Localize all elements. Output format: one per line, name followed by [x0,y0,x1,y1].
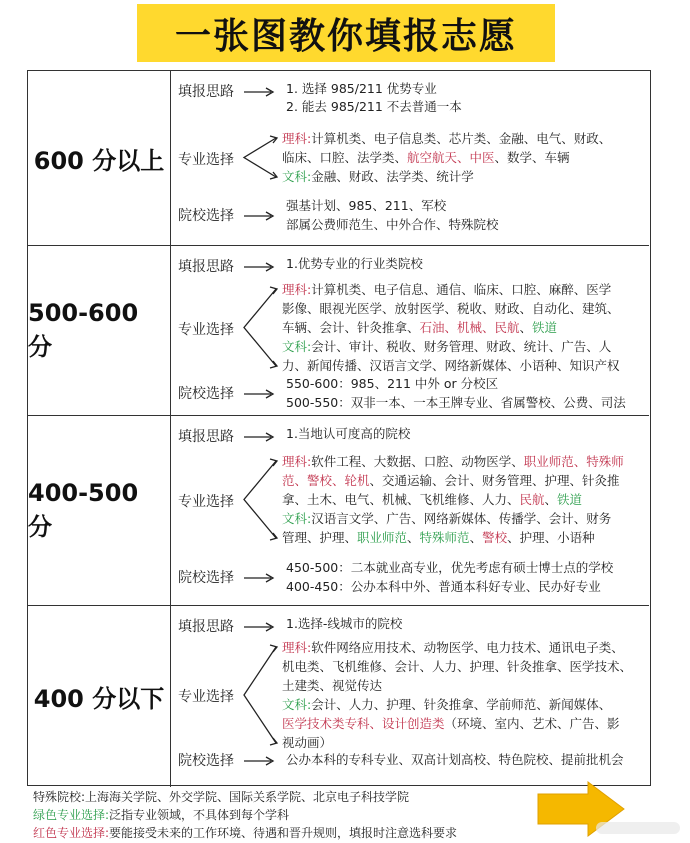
right-arrow-icon [243,756,275,766]
strategy-item: 1. 选择 985/211 优势专业 [286,81,437,96]
major-block [282,452,642,547]
science-segment: 土建类、视觉传达 [282,678,383,693]
arts-segment: 会计、审计、税收、财务管理、财政、统计、广告、人 [311,339,612,354]
score-range: 400 分以下 [28,606,171,787]
major-label: 专业选择 [178,321,234,338]
science-segment: 计算机类、电子信息、通信、临床、口腔、麻醉、医学 [311,282,612,297]
strategy-label: 填报思路 [178,619,234,635]
arts-segment: 金融、财政、法学类、统计学 [311,169,474,184]
major-block [282,280,642,375]
science-line [282,318,642,337]
arts-line [282,167,642,186]
footer-red [33,824,457,841]
science-line [282,148,642,167]
school-item: 500-550：双非一本、一本王牌专业、省属警校、公费、司法 [286,395,626,410]
footer-green [33,806,289,823]
science-line [282,490,642,509]
fork-arrow-icon [240,129,280,186]
tier-row [28,416,649,606]
major-label: 专业选择 [178,151,234,168]
arts-label: 文科: [282,511,312,526]
arts-line [282,695,642,714]
school-label: 院校选择 [178,570,234,586]
arts-segment: 会计、人力、护理、针灸推拿、学前师范、新闻媒体、 [311,697,612,712]
science-segment: 、交通运输、会计、财务管理、护理、针灸推 [369,473,620,488]
science-segment: 软件工程、大数据、口腔、动物医学、 [311,454,524,469]
strategy-item: 2. 能去 985/211 不去普通一本 [286,99,462,114]
science-segment: 、 [519,320,533,335]
strategy-label: 填报思路 [178,84,234,100]
science-line [282,452,642,471]
right-arrow-icon [243,211,275,221]
science-segment: 范、警校、轮机 [282,473,370,488]
science-segment: 铁道 [557,492,583,507]
science-segment: 铁道 [532,320,558,335]
right-arrow-icon [243,622,275,632]
science-segment: 拿、土木、电气、机械、飞机维修、人力、 [282,492,520,507]
science-label: 理科: [282,131,312,146]
strategy-label: 填报思路 [178,429,234,445]
right-arrow-icon [243,87,275,97]
science-segment: 、数学、车辆 [494,150,570,165]
science-segment: 车辆、会计、针灸推拿、 [282,320,420,335]
guide-table [27,70,651,786]
school-item: 部属公费师范生、中外合作、特殊院校 [286,217,499,232]
major-label: 专业选择 [178,689,234,705]
tier-row [28,246,649,416]
science-segment: 临床、口腔、法学类、 [282,150,408,165]
major-block [282,638,642,752]
strategy-item: 1.当地认可度高的院校 [286,426,411,441]
science-segment: 、 [544,492,558,507]
footer-special [33,788,409,805]
page-title: 一张图教你填报志愿 [137,4,555,62]
arts-line [282,714,642,733]
school-label: 院校选择 [178,208,234,224]
arts-segment: 医学技术类专科、设计创造类 [282,716,445,731]
science-segment: 石油、机械、民航 [419,320,520,335]
science-label: 理科: [282,454,312,469]
fork-arrow-icon [240,452,280,547]
right-arrow-icon [243,389,275,399]
school-label: 院校选择 [178,386,234,402]
arts-segment: 汉语言文学、广告、网络新媒体、传播学、会计、财务 [311,511,612,526]
arts-label: 文科: [282,339,312,354]
tier-row [28,606,649,787]
arts-segment: 视动画） [282,735,333,750]
science-line [282,129,642,148]
score-range: 400-500 分 [28,416,171,605]
strategy-item: 1.选择-线城市的院校 [286,616,403,631]
title-area [0,0,690,70]
footer-green-label: 绿色专业选择: [33,808,110,822]
strategy-item: 1.优势专业的行业类院校 [286,256,423,271]
score-range: 500-600 分 [28,246,171,415]
tier-row [28,71,649,246]
arts-segment: 、 [469,530,483,545]
science-line [282,299,642,318]
arts-segment: 、护理、小语种 [507,530,595,545]
arts-label: 文科: [282,169,312,184]
school-item: 强基计划、985、211、军校 [286,198,447,213]
school-item: 550-600：985、211 中外 or 分校区 [286,376,499,391]
school-label: 院校选择 [178,753,234,769]
arts-label: 文科: [282,697,312,712]
footer-red-text: 要能接受未来的工作环境、待遇和晋升规则，填报时注意选科要求 [109,826,458,840]
science-segment: 航空航天、中医 [407,150,495,165]
science-line [282,280,642,299]
footer-red-label: 红色专业选择: [33,826,110,840]
arts-segment: 职业师范 [357,530,408,545]
right-arrow-icon [243,262,275,272]
strategy-label: 填报思路 [178,259,234,275]
science-segment: 职业师范、特殊师 [523,454,624,469]
science-label: 理科: [282,640,312,655]
school-item: 450-500：二本就业高专业，优先考虑有硕士博士点的学校 [286,560,614,575]
science-line [282,676,642,695]
arts-line [282,509,642,528]
right-arrow-icon [243,573,275,583]
school-item: 400-450：公办本科中外、普通本科好专业、民办好专业 [286,579,601,594]
arts-line [282,528,642,547]
major-label: 专业选择 [178,493,234,510]
science-line [282,638,642,657]
fork-arrow-icon [240,638,280,752]
science-segment: 机电类、飞机维修、会计、人力、护理、针灸推拿、医学技术、 [282,659,633,674]
science-segment: 影像、眼视光医学、放射医学、税收、财政、自动化、建筑、 [282,301,620,316]
science-segment: 民航 [519,492,545,507]
science-segment: 计算机类、电子信息类、芯片类、金融、电气、财政、 [311,131,612,146]
arts-segment: 管理、护理、 [282,530,358,545]
major-block [282,129,642,186]
science-label: 理科: [282,282,312,297]
arts-line [282,356,642,375]
arts-segment: 警校 [482,530,508,545]
school-item: 公办本科的专科专业、双高计划高校、特色院校、提前批机会 [286,752,624,767]
arts-segment: （环境、室内、艺术、广告、影 [444,716,620,731]
arts-segment: 、 [407,530,420,545]
right-arrow-icon [243,432,275,442]
science-line [282,471,642,490]
watermark [596,822,680,834]
science-segment: 软件网络应用技术、动物医学、电力技术、通讯电子类、 [311,640,624,655]
footer-green-text: 泛指专业领域，不具体到每个学科 [109,808,290,822]
footer-special-text: 上海海关学院、外交学院、国际关系学院、北京电子科技学院 [85,790,410,804]
science-line [282,657,642,676]
arts-line [282,337,642,356]
footer-special-label: 特殊院校: [33,790,86,804]
arts-segment: 特殊师范 [419,530,470,545]
arts-segment: 力、新闻传播、汉语言文学、网络新媒体、小语种、知识产权 [282,358,620,373]
score-range: 600 分以上 [28,71,171,245]
fork-arrow-icon [240,280,280,375]
